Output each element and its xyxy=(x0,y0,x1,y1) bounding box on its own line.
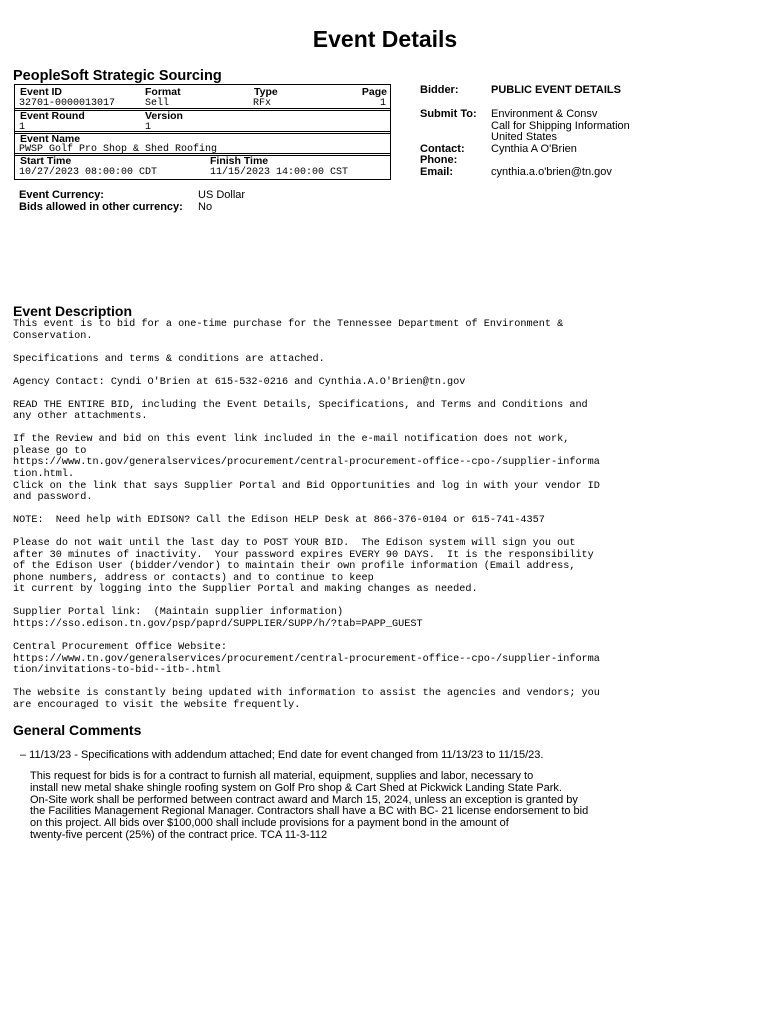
comment-line: This request for bids is for a contract to furnish all material, equipment, supplies and labor, necessary to xyxy=(30,770,534,782)
event-description-heading: Event Description xyxy=(13,303,133,319)
event-round-value: 1 xyxy=(19,122,26,133)
email-value[interactable]: cynthia.a.o'brien@tn.gov xyxy=(491,166,612,178)
event-currency-label: Event Currency: xyxy=(19,189,104,201)
general-comments-heading: General Comments xyxy=(13,722,142,738)
contact-label: Contact: xyxy=(420,143,465,155)
comment-line: On-Site work shall be performed between contract award and March 15, 2024, unless an exception is granted by xyxy=(30,793,578,806)
start-time-label: Start Time xyxy=(20,155,72,167)
email-label: Email: xyxy=(420,166,454,178)
contact-value: Cynthia A O'Brien xyxy=(491,143,577,155)
type-label: Type xyxy=(254,86,278,98)
comment-line: on this project. All bids over $100,000 shall include provisions for a payment bond in the amount of xyxy=(30,817,509,830)
finish-time-value: 11/15/2023 14:00:00 CST xyxy=(210,167,349,178)
org-title: PeopleSoft Strategic Sourcing xyxy=(13,68,222,84)
comment-body xyxy=(30,771,588,842)
format-value: Sell xyxy=(145,98,170,109)
format-label: Format xyxy=(145,86,181,98)
comment-line: install new metal shake shingle roofing system on Golf Pro shop & Cart Shed at Pickwick Landing State Park. xyxy=(30,781,562,794)
description-paragraph: READ THE ENTIRE BID, including the Event Details, Specifications, and Terms and Conditions and any other attachments. xyxy=(13,399,588,423)
description-paragraph: Central Procurement Office Website: https://www.tn.gov/generalservices/procurement/central-procurement-office--cpo-/supplier-informa tion/invitations-to-bid--itb-.html xyxy=(13,642,600,677)
event-id-label: Event ID xyxy=(20,86,63,98)
event-times-row xyxy=(14,153,391,180)
start-time-value: 10/27/2023 08:00:00 CDT xyxy=(19,167,158,178)
submit-to-line-1: Environment & Consv xyxy=(491,108,598,120)
version-value: 1 xyxy=(145,122,152,133)
submit-to-line-2: Call for Shipping Information xyxy=(491,120,630,132)
event-name-value: PWSP Golf Pro Shop & Shed Roofing xyxy=(19,144,218,155)
comment-item: – 11/13/23 - Specifications with addendum attached; End date for event changed from 11/13/23 to 11/15/23. xyxy=(20,749,544,761)
submit-to-line-3: United States xyxy=(491,131,558,143)
phone-label: Phone: xyxy=(420,154,458,166)
page-title: Event Details xyxy=(312,26,458,52)
description-paragraph: If the Review and bid on this event link included in the e-mail notification does not work, please go to https://www.tn.gov/generalservices/procurement/central-procurement-office--cpo-/supplier-informa tion.html. Click on the link that says Supplier Portal and Bid Opportunities and log in with your vendor ID and password. xyxy=(13,434,600,504)
event-description-body xyxy=(13,319,693,723)
comment-line: the Facilities Management Regional Manager. Contractors shall have a BC with BC- 21 license endorsement to bid xyxy=(30,805,589,818)
other-currency-label: Bids allowed in other currency: xyxy=(19,201,183,213)
version-label: Version xyxy=(145,110,183,122)
description-paragraph: This event is to bid for a one-time purchase for the Tennessee Department of Environment & Conservation. xyxy=(13,319,564,342)
bidder-label: Bidder: xyxy=(420,84,459,96)
comment-line: twenty-five percent (25%) of the contract price. TCA 11-3-112 xyxy=(30,828,328,841)
finish-time-label: Finish Time xyxy=(210,155,269,167)
description-paragraph: The website is constantly being updated with information to assist the agencies and vendors; you are encouraged to visit the website frequently. xyxy=(13,688,600,711)
event-name-label: Event Name xyxy=(20,133,81,145)
bidder-value: PUBLIC EVENT DETAILS xyxy=(491,84,621,96)
page-value: 1 xyxy=(379,98,386,109)
event-currency-value: US Dollar xyxy=(198,189,246,201)
description-paragraph: Please do not wait until the last day to POST YOUR BID. The Edison system will sign you out after 30 minutes of inactivity. Your password expires EVERY 90 DAYS. It is the responsibility of the Edison User (bidder/vendor) to maintain their own profile information (Email address, phone numbers, address or contacts) and to continue to keep it current by logging into the Supplier Portal and making changes as needed. xyxy=(13,538,594,596)
type-value: RFx xyxy=(253,98,272,109)
other-currency-value: No xyxy=(198,201,213,213)
description-paragraph: NOTE: Need help with EDISON? Call the Edison HELP Desk at 866-376-0104 or 615-741-4357 xyxy=(13,515,545,527)
description-paragraph: Agency Contact: Cyndi O'Brien at 615-532-0216 and Cynthia.A.O'Brien@tn.gov xyxy=(13,376,466,388)
event-id-value: 32701-0000013017 xyxy=(19,98,116,109)
submit-to-label: Submit To: xyxy=(420,108,477,120)
page-label: Page xyxy=(361,86,387,98)
event-id-row xyxy=(14,84,391,111)
description-paragraph: Specifications and terms & conditions are attached. xyxy=(13,353,325,365)
description-paragraph: Supplier Portal link: (Maintain supplier information) https://sso.edison.tn.gov/psp/paprd/SUPPLIER/SUPP/h/?tab=PAPP_GUEST xyxy=(13,607,423,631)
event-round-label: Event Round xyxy=(20,110,85,122)
